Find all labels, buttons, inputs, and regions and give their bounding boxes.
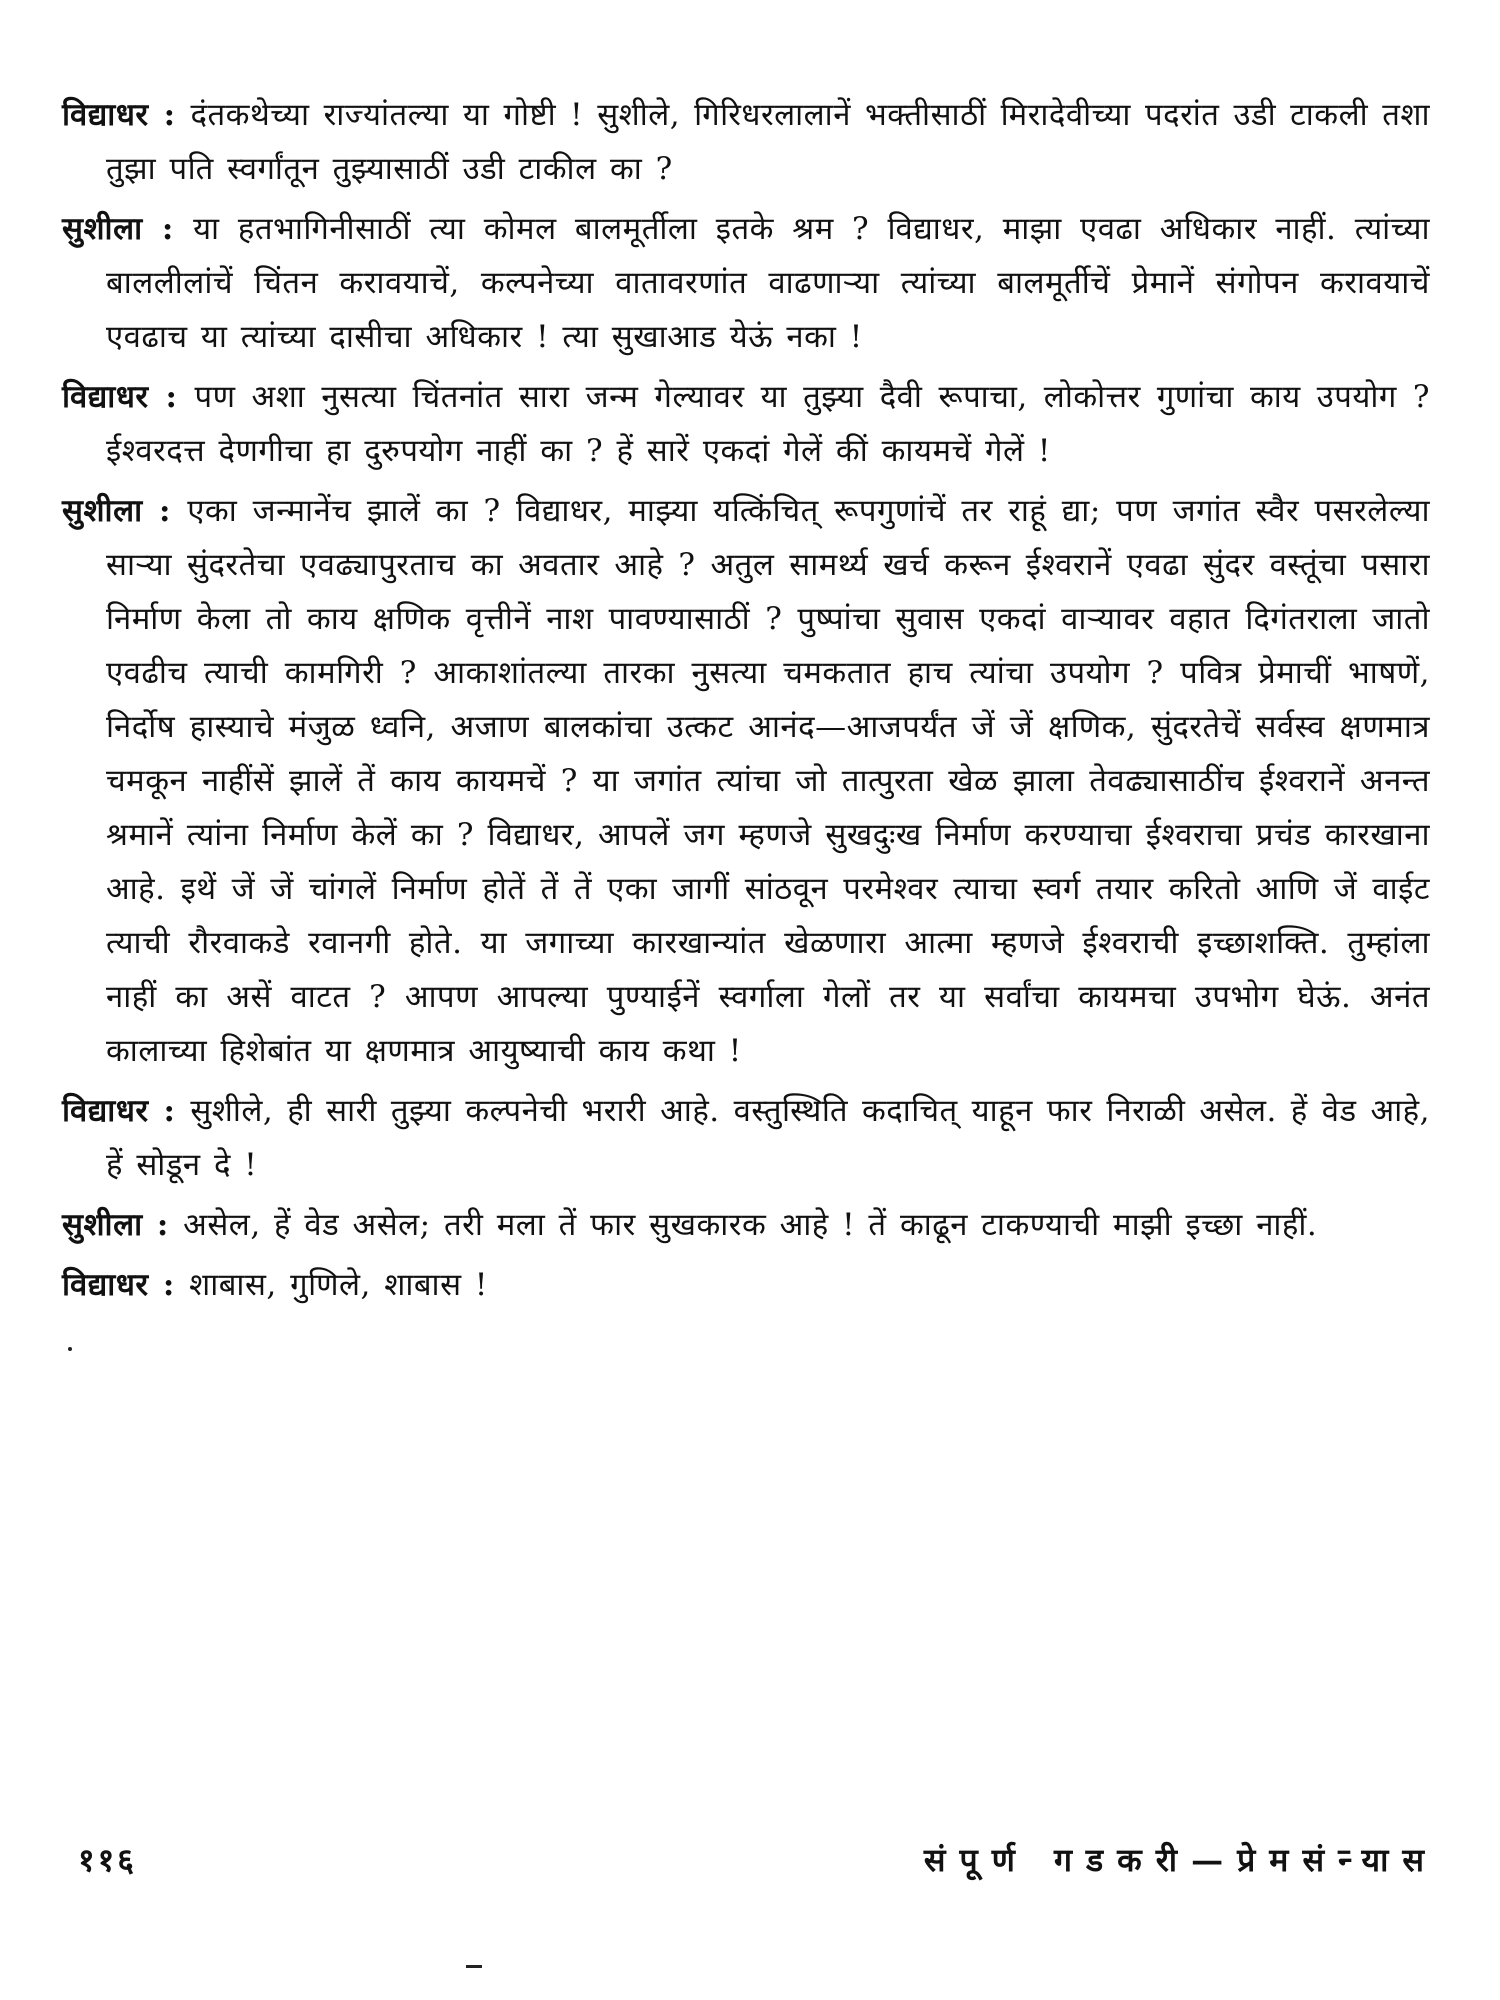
dialogue-speech	[62, 88, 1430, 196]
scan-speck	[466, 1965, 482, 1968]
speech-text: एका जन्मानेंच झालें का ? विद्याधर, माझ्या यत्किंचित् रूपगुणांचें तर राहूं द्या; पण जगांत स्वैर पसरलेल्या साऱ्या सुंदरतेचा एवढ्यापुरताच का अवतार आहे ? अतुल सामर्थ्य खर्च करून ईश्वरानें एवढा सुंदर वस्तूंचा पसारा निर्माण केला तो काय क्षणिक वृत्तीनें नाश पावण्यासाठीं ? पुष्पांचा सुवास एकदां वाऱ्यावर वहात दिगंतराला जातो एवढीच त्याची कामगिरी ? आकाशांतल्या तारका नुसत्या चमकतात हाच त्यांचा उपयोग ? पवित्र प्रेमाचीं भाषणें, निर्दोष हास्याचे मंजुळ ध्वनि, अजाण बालकांचा उत्कट आनंद—आजपर्यंत जें जें क्षणिक, सुंदरतेचें सर्वस्व क्षणमात्र चमकून नाहींसें झालें तें काय कायमचें ? या जगांत त्यांचा जो तात्पुरता खेळ झाला तेवढ्यासाठींच ईश्वरानें अनन्त श्रमानें त्यांना निर्माण केलें का ? विद्याधर, आपलें जग म्हणजे सुखदुःख निर्माण करण्याचा ईश्वराचा प्रचंड कारखाना आहे. इथें जें जें चांगलें निर्माण होतें तें तें एका जागीं सांठवून परमेश्वर त्याचा स्वर्ग तयार करितो आणि जें वाईट त्याची रौरवाकडे रवानगी होते. या जगाच्या कारखान्यांत खेळणारा आत्मा म्हणजे ईश्वराची इच्छाशक्ति. तुम्हांला नाहीं का असें वाटत ? आपण आपल्या पुण्याईनें स्वर्गाला गेलों तर या सर्वांचा कायमचा उपभोग घेऊं. अनंत कालाच्या हिशेबांत या क्षणमात्र आयुष्याची काय कथा !	[106, 493, 1430, 1069]
dialogue-speech	[62, 370, 1430, 478]
speaker-name: विद्याधर	[62, 1267, 149, 1303]
speaker-name: विद्याधर	[62, 97, 149, 133]
speech-text: पण अशा नुसत्या चिंतनांत सारा जन्म गेल्यावर या तुझ्या दैवी रूपाचा, लोकोत्तर गुणांचा काय उपयोग ? ईश्वरदत्त देणगीचा हा दुरुपयोग नाहीं का ? हें सारें एकदां गेलें कीं कायमचें गेलें !	[106, 379, 1431, 469]
dialogue-speech	[62, 1258, 1430, 1312]
speaker-name: विद्याधर	[62, 1093, 149, 1129]
speech-text: शाबास, गुणिले, शाबास !	[189, 1267, 488, 1303]
speaker-separator: :	[142, 1207, 184, 1243]
running-title: संपूर्ण गडकरी—प्रेमसंन्यास	[923, 1841, 1438, 1879]
speech-text: या हतभागिनीसाठीं त्या कोमल बालमूर्तीला इतके श्रम ? विद्याधर, माझा एवढा अधिकार नाहीं. त्यांच्या बाललीलांचें चिंतन करावयाचें, कल्पनेच्या वातावरणांत वाढणाऱ्या त्यांच्या बालमूर्तीचें प्रेमानें संगोपन करावयाचें एवढाच या त्यांच्या दासीचा अधिकार ! त्या सुखाआड येऊं नका !	[106, 211, 1430, 355]
speaker-name: सुशीला	[62, 1207, 143, 1243]
speaker-name: विद्याधर	[62, 379, 149, 415]
page-footer	[78, 1838, 1438, 1898]
speaker-separator: :	[148, 1093, 191, 1129]
speaker-separator: :	[142, 493, 188, 529]
page-number: ११६	[78, 1841, 137, 1879]
dialogue-speech	[62, 484, 1430, 1078]
dialogue-speech	[62, 1198, 1430, 1252]
speaker-separator: :	[148, 97, 191, 133]
scan-speck	[68, 1347, 72, 1351]
dialogue-speech	[62, 202, 1430, 364]
speaker-name: सुशीला	[62, 493, 143, 529]
speaker-name: सुशीला	[62, 211, 143, 247]
speaker-separator: :	[142, 211, 194, 247]
speaker-separator: :	[148, 1267, 190, 1303]
speech-text: असेल, हें वेड असेल; तरी मला तें फार सुखकारक आहे ! तें काढून टाकण्याची माझी इच्छा नाहीं.	[183, 1207, 1318, 1243]
speech-text: दंतकथेच्या राज्यांतल्या या गोष्टी ! सुशीले, गिरिधरलालानें भक्तीसाठीं मिरादेवीच्या पदरांत उडी टाकली तशा तुझा पति स्वर्गांतून तुझ्यासाठीं उडी टाकील का ?	[106, 97, 1430, 187]
dialogue-speech	[62, 1084, 1430, 1192]
speech-text: सुशीले, ही सारी तुझ्या कल्पनेची भरारी आहे. वस्तुस्थिति कदाचित् याहून फार निराळी असेल. हें वेड आहे, हें सोडून दे !	[106, 1093, 1430, 1183]
speaker-separator: :	[148, 379, 195, 415]
